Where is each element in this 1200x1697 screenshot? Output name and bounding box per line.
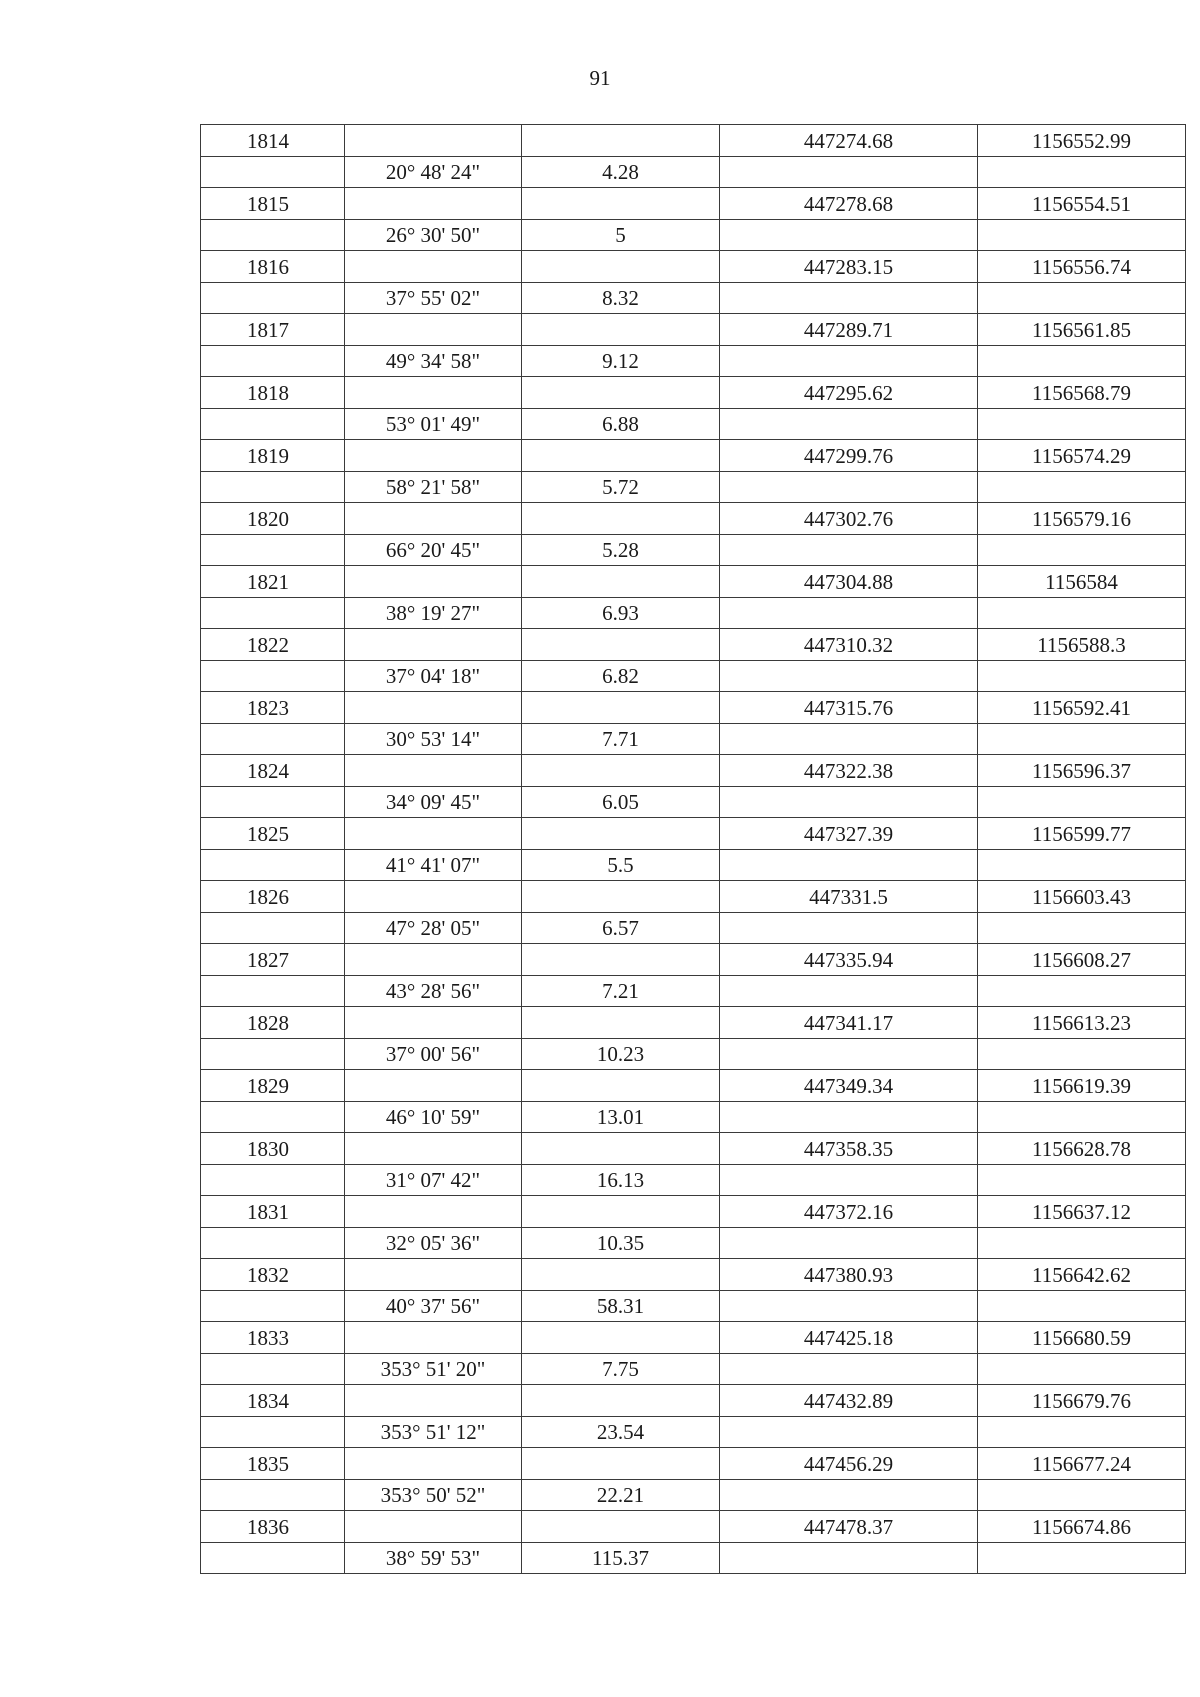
point-number-cell: 1826 bbox=[201, 881, 345, 913]
point-number-cell: 1827 bbox=[201, 944, 345, 976]
empty-cell bbox=[201, 787, 345, 818]
point-row bbox=[201, 881, 1186, 913]
bearing-cell: 30° 53' 14" bbox=[345, 724, 522, 755]
empty-cell bbox=[720, 346, 978, 377]
point-number-cell: 1828 bbox=[201, 1007, 345, 1039]
empty-cell bbox=[978, 1291, 1186, 1322]
empty-cell bbox=[720, 283, 978, 314]
empty-cell bbox=[720, 472, 978, 503]
empty-cell bbox=[720, 787, 978, 818]
x-coordinate-cell: 447358.35 bbox=[720, 1133, 978, 1165]
point-row bbox=[201, 1322, 1186, 1354]
empty-cell bbox=[720, 535, 978, 566]
empty-cell bbox=[345, 1385, 522, 1417]
point-row bbox=[201, 251, 1186, 283]
empty-cell bbox=[345, 1070, 522, 1102]
segment-row bbox=[201, 220, 1186, 251]
segment-row bbox=[201, 283, 1186, 314]
bearing-cell: 353° 51' 12" bbox=[345, 1417, 522, 1448]
point-number-cell: 1834 bbox=[201, 1385, 345, 1417]
empty-cell bbox=[978, 1543, 1186, 1574]
y-coordinate-cell: 1156584 bbox=[978, 566, 1186, 598]
y-coordinate-cell: 1156603.43 bbox=[978, 881, 1186, 913]
y-coordinate-cell: 1156628.78 bbox=[978, 1133, 1186, 1165]
segment-row bbox=[201, 1102, 1186, 1133]
x-coordinate-cell: 447299.76 bbox=[720, 440, 978, 472]
point-number-cell: 1815 bbox=[201, 188, 345, 220]
empty-cell bbox=[201, 283, 345, 314]
point-number-cell: 1821 bbox=[201, 566, 345, 598]
empty-cell bbox=[345, 629, 522, 661]
empty-cell bbox=[522, 881, 720, 913]
empty-cell bbox=[978, 220, 1186, 251]
bearing-cell: 20° 48' 24" bbox=[345, 157, 522, 188]
empty-cell bbox=[978, 913, 1186, 944]
empty-cell bbox=[201, 1039, 345, 1070]
empty-cell bbox=[345, 314, 522, 346]
empty-cell bbox=[720, 1291, 978, 1322]
empty-cell bbox=[978, 661, 1186, 692]
point-row bbox=[201, 566, 1186, 598]
empty-cell bbox=[720, 409, 978, 440]
distance-cell: 6.88 bbox=[522, 409, 720, 440]
empty-cell bbox=[522, 566, 720, 598]
point-row bbox=[201, 503, 1186, 535]
empty-cell bbox=[720, 1543, 978, 1574]
bearing-cell: 49° 34' 58" bbox=[345, 346, 522, 377]
segment-row bbox=[201, 661, 1186, 692]
empty-cell bbox=[720, 913, 978, 944]
segment-row bbox=[201, 976, 1186, 1007]
empty-cell bbox=[978, 535, 1186, 566]
empty-cell bbox=[720, 1417, 978, 1448]
empty-cell bbox=[201, 409, 345, 440]
empty-cell bbox=[345, 818, 522, 850]
empty-cell bbox=[978, 1417, 1186, 1448]
y-coordinate-cell: 1156613.23 bbox=[978, 1007, 1186, 1039]
bearing-cell: 47° 28' 05" bbox=[345, 913, 522, 944]
point-number-cell: 1824 bbox=[201, 755, 345, 787]
empty-cell bbox=[345, 1511, 522, 1543]
bearing-cell: 37° 00' 56" bbox=[345, 1039, 522, 1070]
point-row bbox=[201, 1007, 1186, 1039]
segment-row bbox=[201, 346, 1186, 377]
point-number-cell: 1825 bbox=[201, 818, 345, 850]
empty-cell bbox=[720, 598, 978, 629]
empty-cell bbox=[522, 251, 720, 283]
bearing-cell: 31° 07' 42" bbox=[345, 1165, 522, 1196]
empty-cell bbox=[720, 850, 978, 881]
point-row bbox=[201, 1259, 1186, 1291]
x-coordinate-cell: 447425.18 bbox=[720, 1322, 978, 1354]
empty-cell bbox=[720, 976, 978, 1007]
y-coordinate-cell: 1156568.79 bbox=[978, 377, 1186, 409]
empty-cell bbox=[978, 346, 1186, 377]
point-row bbox=[201, 314, 1186, 346]
bearing-cell: 38° 59' 53" bbox=[345, 1543, 522, 1574]
distance-cell: 6.57 bbox=[522, 913, 720, 944]
x-coordinate-cell: 447302.76 bbox=[720, 503, 978, 535]
distance-cell: 58.31 bbox=[522, 1291, 720, 1322]
empty-cell bbox=[720, 220, 978, 251]
y-coordinate-cell: 1156554.51 bbox=[978, 188, 1186, 220]
empty-cell bbox=[345, 881, 522, 913]
empty-cell bbox=[201, 1291, 345, 1322]
y-coordinate-cell: 1156574.29 bbox=[978, 440, 1186, 472]
empty-cell bbox=[720, 1039, 978, 1070]
empty-cell bbox=[201, 346, 345, 377]
x-coordinate-cell: 447327.39 bbox=[720, 818, 978, 850]
x-coordinate-cell: 447322.38 bbox=[720, 755, 978, 787]
distance-cell: 7.75 bbox=[522, 1354, 720, 1385]
y-coordinate-cell: 1156556.74 bbox=[978, 251, 1186, 283]
point-number-cell: 1835 bbox=[201, 1448, 345, 1480]
segment-row bbox=[201, 850, 1186, 881]
empty-cell bbox=[522, 1385, 720, 1417]
empty-cell bbox=[345, 1448, 522, 1480]
x-coordinate-cell: 447341.17 bbox=[720, 1007, 978, 1039]
coordinate-table-body bbox=[201, 125, 1186, 1574]
point-number-cell: 1817 bbox=[201, 314, 345, 346]
y-coordinate-cell: 1156637.12 bbox=[978, 1196, 1186, 1228]
bearing-cell: 41° 41' 07" bbox=[345, 850, 522, 881]
distance-cell: 10.35 bbox=[522, 1228, 720, 1259]
segment-row bbox=[201, 787, 1186, 818]
empty-cell bbox=[978, 157, 1186, 188]
distance-cell: 6.93 bbox=[522, 598, 720, 629]
x-coordinate-cell: 447380.93 bbox=[720, 1259, 978, 1291]
x-coordinate-cell: 447456.29 bbox=[720, 1448, 978, 1480]
x-coordinate-cell: 447304.88 bbox=[720, 566, 978, 598]
distance-cell: 5 bbox=[522, 220, 720, 251]
empty-cell bbox=[522, 314, 720, 346]
point-row bbox=[201, 1448, 1186, 1480]
empty-cell bbox=[720, 157, 978, 188]
y-coordinate-cell: 1156677.24 bbox=[978, 1448, 1186, 1480]
empty-cell bbox=[201, 535, 345, 566]
y-coordinate-cell: 1156588.3 bbox=[978, 629, 1186, 661]
empty-cell bbox=[522, 1511, 720, 1543]
distance-cell: 5.5 bbox=[522, 850, 720, 881]
empty-cell bbox=[522, 125, 720, 157]
point-number-cell: 1816 bbox=[201, 251, 345, 283]
empty-cell bbox=[201, 976, 345, 1007]
empty-cell bbox=[345, 125, 522, 157]
empty-cell bbox=[201, 472, 345, 503]
point-number-cell: 1818 bbox=[201, 377, 345, 409]
bearing-cell: 43° 28' 56" bbox=[345, 976, 522, 1007]
x-coordinate-cell: 447274.68 bbox=[720, 125, 978, 157]
distance-cell: 13.01 bbox=[522, 1102, 720, 1133]
bearing-cell: 40° 37' 56" bbox=[345, 1291, 522, 1322]
point-row bbox=[201, 629, 1186, 661]
empty-cell bbox=[522, 1196, 720, 1228]
x-coordinate-cell: 447372.16 bbox=[720, 1196, 978, 1228]
segment-row bbox=[201, 1480, 1186, 1511]
distance-cell: 6.05 bbox=[522, 787, 720, 818]
empty-cell bbox=[978, 1165, 1186, 1196]
bearing-cell: 353° 51' 20" bbox=[345, 1354, 522, 1385]
empty-cell bbox=[345, 1133, 522, 1165]
point-number-cell: 1814 bbox=[201, 125, 345, 157]
empty-cell bbox=[522, 377, 720, 409]
point-row bbox=[201, 1133, 1186, 1165]
distance-cell: 9.12 bbox=[522, 346, 720, 377]
empty-cell bbox=[201, 724, 345, 755]
bearing-cell: 58° 21' 58" bbox=[345, 472, 522, 503]
segment-row bbox=[201, 157, 1186, 188]
x-coordinate-cell: 447349.34 bbox=[720, 1070, 978, 1102]
point-number-cell: 1831 bbox=[201, 1196, 345, 1228]
empty-cell bbox=[522, 503, 720, 535]
point-row bbox=[201, 944, 1186, 976]
empty-cell bbox=[720, 1228, 978, 1259]
empty-cell bbox=[978, 283, 1186, 314]
empty-cell bbox=[201, 1480, 345, 1511]
y-coordinate-cell: 1156596.37 bbox=[978, 755, 1186, 787]
segment-row bbox=[201, 913, 1186, 944]
empty-cell bbox=[978, 1228, 1186, 1259]
empty-cell bbox=[345, 692, 522, 724]
empty-cell bbox=[978, 409, 1186, 440]
empty-cell bbox=[522, 629, 720, 661]
empty-cell bbox=[522, 944, 720, 976]
x-coordinate-cell: 447289.71 bbox=[720, 314, 978, 346]
distance-cell: 16.13 bbox=[522, 1165, 720, 1196]
point-number-cell: 1832 bbox=[201, 1259, 345, 1291]
empty-cell bbox=[201, 598, 345, 629]
point-row bbox=[201, 692, 1186, 724]
distance-cell: 23.54 bbox=[522, 1417, 720, 1448]
empty-cell bbox=[720, 661, 978, 692]
empty-cell bbox=[720, 1480, 978, 1511]
empty-cell bbox=[201, 1543, 345, 1574]
point-row bbox=[201, 440, 1186, 472]
empty-cell bbox=[720, 1102, 978, 1133]
empty-cell bbox=[345, 503, 522, 535]
empty-cell bbox=[522, 1448, 720, 1480]
empty-cell bbox=[522, 1070, 720, 1102]
empty-cell bbox=[345, 1007, 522, 1039]
empty-cell bbox=[201, 1417, 345, 1448]
empty-cell bbox=[720, 724, 978, 755]
empty-cell bbox=[522, 1259, 720, 1291]
empty-cell bbox=[978, 1354, 1186, 1385]
segment-row bbox=[201, 1228, 1186, 1259]
empty-cell bbox=[345, 377, 522, 409]
empty-cell bbox=[720, 1354, 978, 1385]
segment-row bbox=[201, 1039, 1186, 1070]
bearing-cell: 38° 19' 27" bbox=[345, 598, 522, 629]
point-row bbox=[201, 1070, 1186, 1102]
y-coordinate-cell: 1156619.39 bbox=[978, 1070, 1186, 1102]
empty-cell bbox=[522, 440, 720, 472]
x-coordinate-cell: 447335.94 bbox=[720, 944, 978, 976]
distance-cell: 7.21 bbox=[522, 976, 720, 1007]
bearing-cell: 26° 30' 50" bbox=[345, 220, 522, 251]
y-coordinate-cell: 1156561.85 bbox=[978, 314, 1186, 346]
point-row bbox=[201, 188, 1186, 220]
empty-cell bbox=[201, 1102, 345, 1133]
x-coordinate-cell: 447310.32 bbox=[720, 629, 978, 661]
empty-cell bbox=[522, 692, 720, 724]
point-number-cell: 1830 bbox=[201, 1133, 345, 1165]
empty-cell bbox=[345, 251, 522, 283]
bearing-cell: 37° 04' 18" bbox=[345, 661, 522, 692]
point-number-cell: 1833 bbox=[201, 1322, 345, 1354]
empty-cell bbox=[345, 1259, 522, 1291]
x-coordinate-cell: 447478.37 bbox=[720, 1511, 978, 1543]
point-number-cell: 1822 bbox=[201, 629, 345, 661]
x-coordinate-cell: 447432.89 bbox=[720, 1385, 978, 1417]
y-coordinate-cell: 1156579.16 bbox=[978, 503, 1186, 535]
x-coordinate-cell: 447278.68 bbox=[720, 188, 978, 220]
empty-cell bbox=[201, 661, 345, 692]
segment-row bbox=[201, 1417, 1186, 1448]
segment-row bbox=[201, 1543, 1186, 1574]
point-row bbox=[201, 818, 1186, 850]
empty-cell bbox=[522, 1007, 720, 1039]
point-number-cell: 1823 bbox=[201, 692, 345, 724]
empty-cell bbox=[201, 1165, 345, 1196]
segment-row bbox=[201, 1354, 1186, 1385]
point-number-cell: 1836 bbox=[201, 1511, 345, 1543]
point-row bbox=[201, 125, 1186, 157]
empty-cell bbox=[345, 440, 522, 472]
segment-row bbox=[201, 1291, 1186, 1322]
segment-row bbox=[201, 409, 1186, 440]
point-row bbox=[201, 1385, 1186, 1417]
segment-row bbox=[201, 472, 1186, 503]
empty-cell bbox=[345, 1196, 522, 1228]
point-row bbox=[201, 377, 1186, 409]
point-row bbox=[201, 1196, 1186, 1228]
empty-cell bbox=[201, 1354, 345, 1385]
x-coordinate-cell: 447283.15 bbox=[720, 251, 978, 283]
y-coordinate-cell: 1156608.27 bbox=[978, 944, 1186, 976]
distance-cell: 10.23 bbox=[522, 1039, 720, 1070]
distance-cell: 115.37 bbox=[522, 1543, 720, 1574]
segment-row bbox=[201, 1165, 1186, 1196]
empty-cell bbox=[978, 1102, 1186, 1133]
bearing-cell: 32° 05' 36" bbox=[345, 1228, 522, 1259]
distance-cell: 7.71 bbox=[522, 724, 720, 755]
y-coordinate-cell: 1156679.76 bbox=[978, 1385, 1186, 1417]
empty-cell bbox=[345, 1322, 522, 1354]
y-coordinate-cell: 1156552.99 bbox=[978, 125, 1186, 157]
segment-row bbox=[201, 724, 1186, 755]
x-coordinate-cell: 447331.5 bbox=[720, 881, 978, 913]
empty-cell bbox=[522, 755, 720, 787]
bearing-cell: 353° 50' 52" bbox=[345, 1480, 522, 1511]
page-number: 91 bbox=[589, 66, 611, 90]
distance-cell: 6.82 bbox=[522, 661, 720, 692]
empty-cell bbox=[978, 976, 1186, 1007]
bearing-cell: 34° 09' 45" bbox=[345, 787, 522, 818]
empty-cell bbox=[720, 1165, 978, 1196]
empty-cell bbox=[978, 1039, 1186, 1070]
empty-cell bbox=[978, 787, 1186, 818]
x-coordinate-cell: 447315.76 bbox=[720, 692, 978, 724]
point-number-cell: 1819 bbox=[201, 440, 345, 472]
empty-cell bbox=[978, 724, 1186, 755]
empty-cell bbox=[522, 1133, 720, 1165]
bearing-cell: 53° 01' 49" bbox=[345, 409, 522, 440]
point-number-cell: 1820 bbox=[201, 503, 345, 535]
empty-cell bbox=[345, 944, 522, 976]
segment-row bbox=[201, 598, 1186, 629]
distance-cell: 5.28 bbox=[522, 535, 720, 566]
distance-cell: 22.21 bbox=[522, 1480, 720, 1511]
y-coordinate-cell: 1156599.77 bbox=[978, 818, 1186, 850]
empty-cell bbox=[522, 188, 720, 220]
empty-cell bbox=[201, 850, 345, 881]
bearing-cell: 46° 10' 59" bbox=[345, 1102, 522, 1133]
empty-cell bbox=[345, 566, 522, 598]
distance-cell: 8.32 bbox=[522, 283, 720, 314]
empty-cell bbox=[201, 157, 345, 188]
empty-cell bbox=[345, 188, 522, 220]
bearing-cell: 66° 20' 45" bbox=[345, 535, 522, 566]
empty-cell bbox=[201, 1228, 345, 1259]
empty-cell bbox=[201, 913, 345, 944]
segment-row bbox=[201, 535, 1186, 566]
y-coordinate-cell: 1156642.62 bbox=[978, 1259, 1186, 1291]
empty-cell bbox=[978, 1480, 1186, 1511]
empty-cell bbox=[522, 818, 720, 850]
y-coordinate-cell: 1156592.41 bbox=[978, 692, 1186, 724]
empty-cell bbox=[978, 472, 1186, 503]
y-coordinate-cell: 1156674.86 bbox=[978, 1511, 1186, 1543]
coordinate-table bbox=[200, 124, 1186, 1574]
x-coordinate-cell: 447295.62 bbox=[720, 377, 978, 409]
distance-cell: 4.28 bbox=[522, 157, 720, 188]
point-row bbox=[201, 1511, 1186, 1543]
distance-cell: 5.72 bbox=[522, 472, 720, 503]
empty-cell bbox=[978, 850, 1186, 881]
point-row bbox=[201, 755, 1186, 787]
point-number-cell: 1829 bbox=[201, 1070, 345, 1102]
empty-cell bbox=[522, 1322, 720, 1354]
empty-cell bbox=[345, 755, 522, 787]
bearing-cell: 37° 55' 02" bbox=[345, 283, 522, 314]
empty-cell bbox=[978, 598, 1186, 629]
empty-cell bbox=[201, 220, 345, 251]
y-coordinate-cell: 1156680.59 bbox=[978, 1322, 1186, 1354]
